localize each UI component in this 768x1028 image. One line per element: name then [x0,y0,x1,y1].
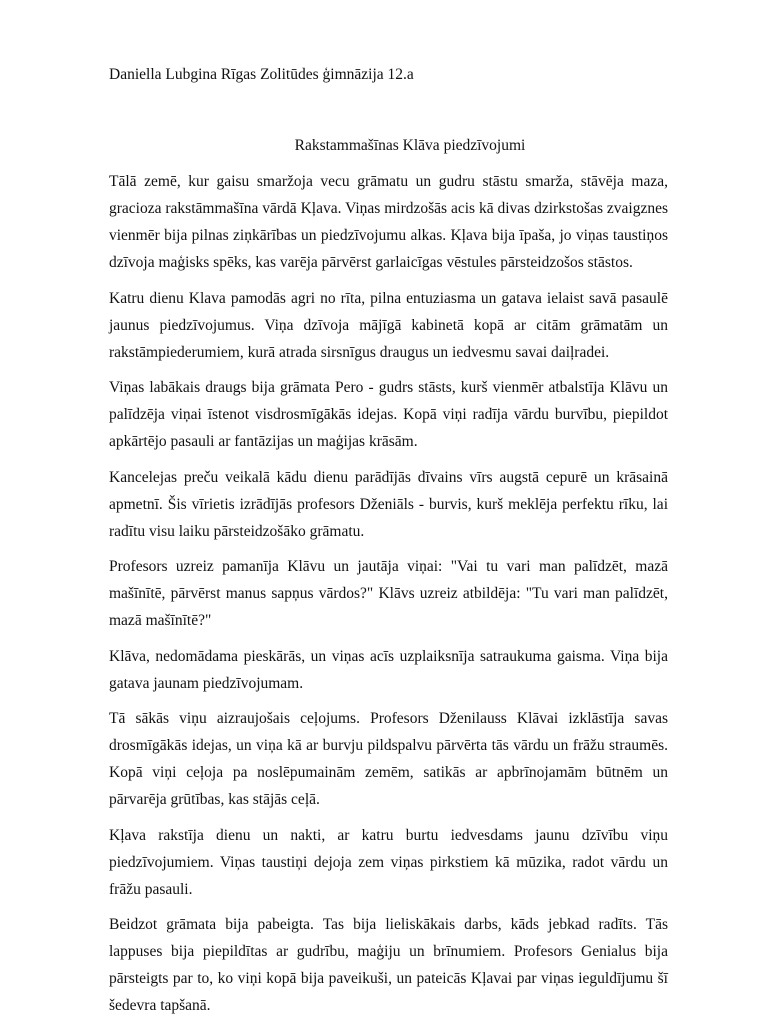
paragraph: Katru dienu Klava pamodās agri no rīta, pilna entuziasma un gatava ielaist savā pasaulē jaunus piedzīvojumus. Viņa dzīvoja mājīgā kabinetā kopā ar citām grāmatām un rakstāmpiederumiem, kurā atrada sirsnīgus draugus un iedvesmu savai daiļradei. [109,289,668,361]
author-line: Daniella Lubgina Rīgas Zolitūdes ģimnāzija 12.a [109,66,414,83]
paragraph: Profesors uzreiz pamanīja Klāvu un jautāja viņai: "Vai tu vari man palīdzēt, mazā mašīnītē, pārvērst manus sapņus vārdos?" Klāvs uzreiz atbildēja: "Tu vari man palīdzēt, mazā mašīnītē?" [109,558,668,629]
paragraph: Tā sākās viņu aizraujošais ceļojums. Profesors Dženilauss Klāvai izklāstīja savas drosmīgākās idejas, un viņa kā ar burvju pildspalvu pārvērta tās vārdu un frāžu straumēs. Kopā viņi ceļoja pa noslēpumainām zemēm, satikās ar apbrīnojamām būtnēm un pārvarēja grūtības, kas stājās ceļā. [109,710,668,808]
paragraph: Beidzot grāmata bija pabeigta. Tas bija lieliskākais darbs, kāds jebkad radīts. Tās lappuses bija piepildītas ar gudrību, maģiju un brīnumiem. Profesors Genialus bija pārsteigts par to, ko viņi kopā bija paveikuši, un pateicās Kļavai par viņas ieguldījumu šī šedevra tapšanā. [109,916,668,1014]
paragraph: Kancelejas preču veikalā kādu dienu parādījās dīvains vīrs augstā cepurē un krāsainā apmetnī. Šis vīrietis izrādījās profesors Dženiāls - burvis, kurš meklēja perfektu rīku, lai radītu visu laiku pārsteidzošāko grāmatu. [109,468,668,540]
document-body [109,168,668,1028]
paragraph: Kļava rakstīja dienu un nakti, ar katru burtu iedvesdams jaunu dzīvību viņu piedzīvojumiem. Viņas taustiņi dejoja zem viņas pirkstiem kā mūzika, radot vārdu un frāžu pasauli. [109,826,668,898]
paragraph: Tālā zemē, kur gaisu smaržoja vecu grāmatu un gudru stāstu smarža, stāvēja maza, gracioza rakstāmmašīna vārdā Kļava. Viņas mirdzošās acis kā divas dzirkstošas zvaigznes vienmēr bija pilnas ziņkārības un piedzīvojumu alkas. Kļava bija īpaša, jo viņas taustiņos dzīvoja maģisks spēks, kas varēja pārvērst garlaicīgas vēstules pārsteidzošos stāstos. [109,173,668,271]
paragraph: Viņas labākais draugs bija grāmata Pero - gudrs stāsts, kurš vienmēr atbalstīja Klāvu un palīdzēja viņai īstenot visdrosmīgākās idejas. Kopā viņi radīja vārdu burvību, piepildot apkārtējo pasauli ar fantāzijas un maģijas krāsām. [109,379,668,450]
paragraph: Klāva, nedomādama pieskārās, un viņas acīs uzplaiksnīja satraukuma gaisma. Viņa bija gatava jaunam piedzīvojumam. [109,647,668,692]
document-title: Rakstammašīnas Klāva piedzīvojumi [294,137,526,154]
